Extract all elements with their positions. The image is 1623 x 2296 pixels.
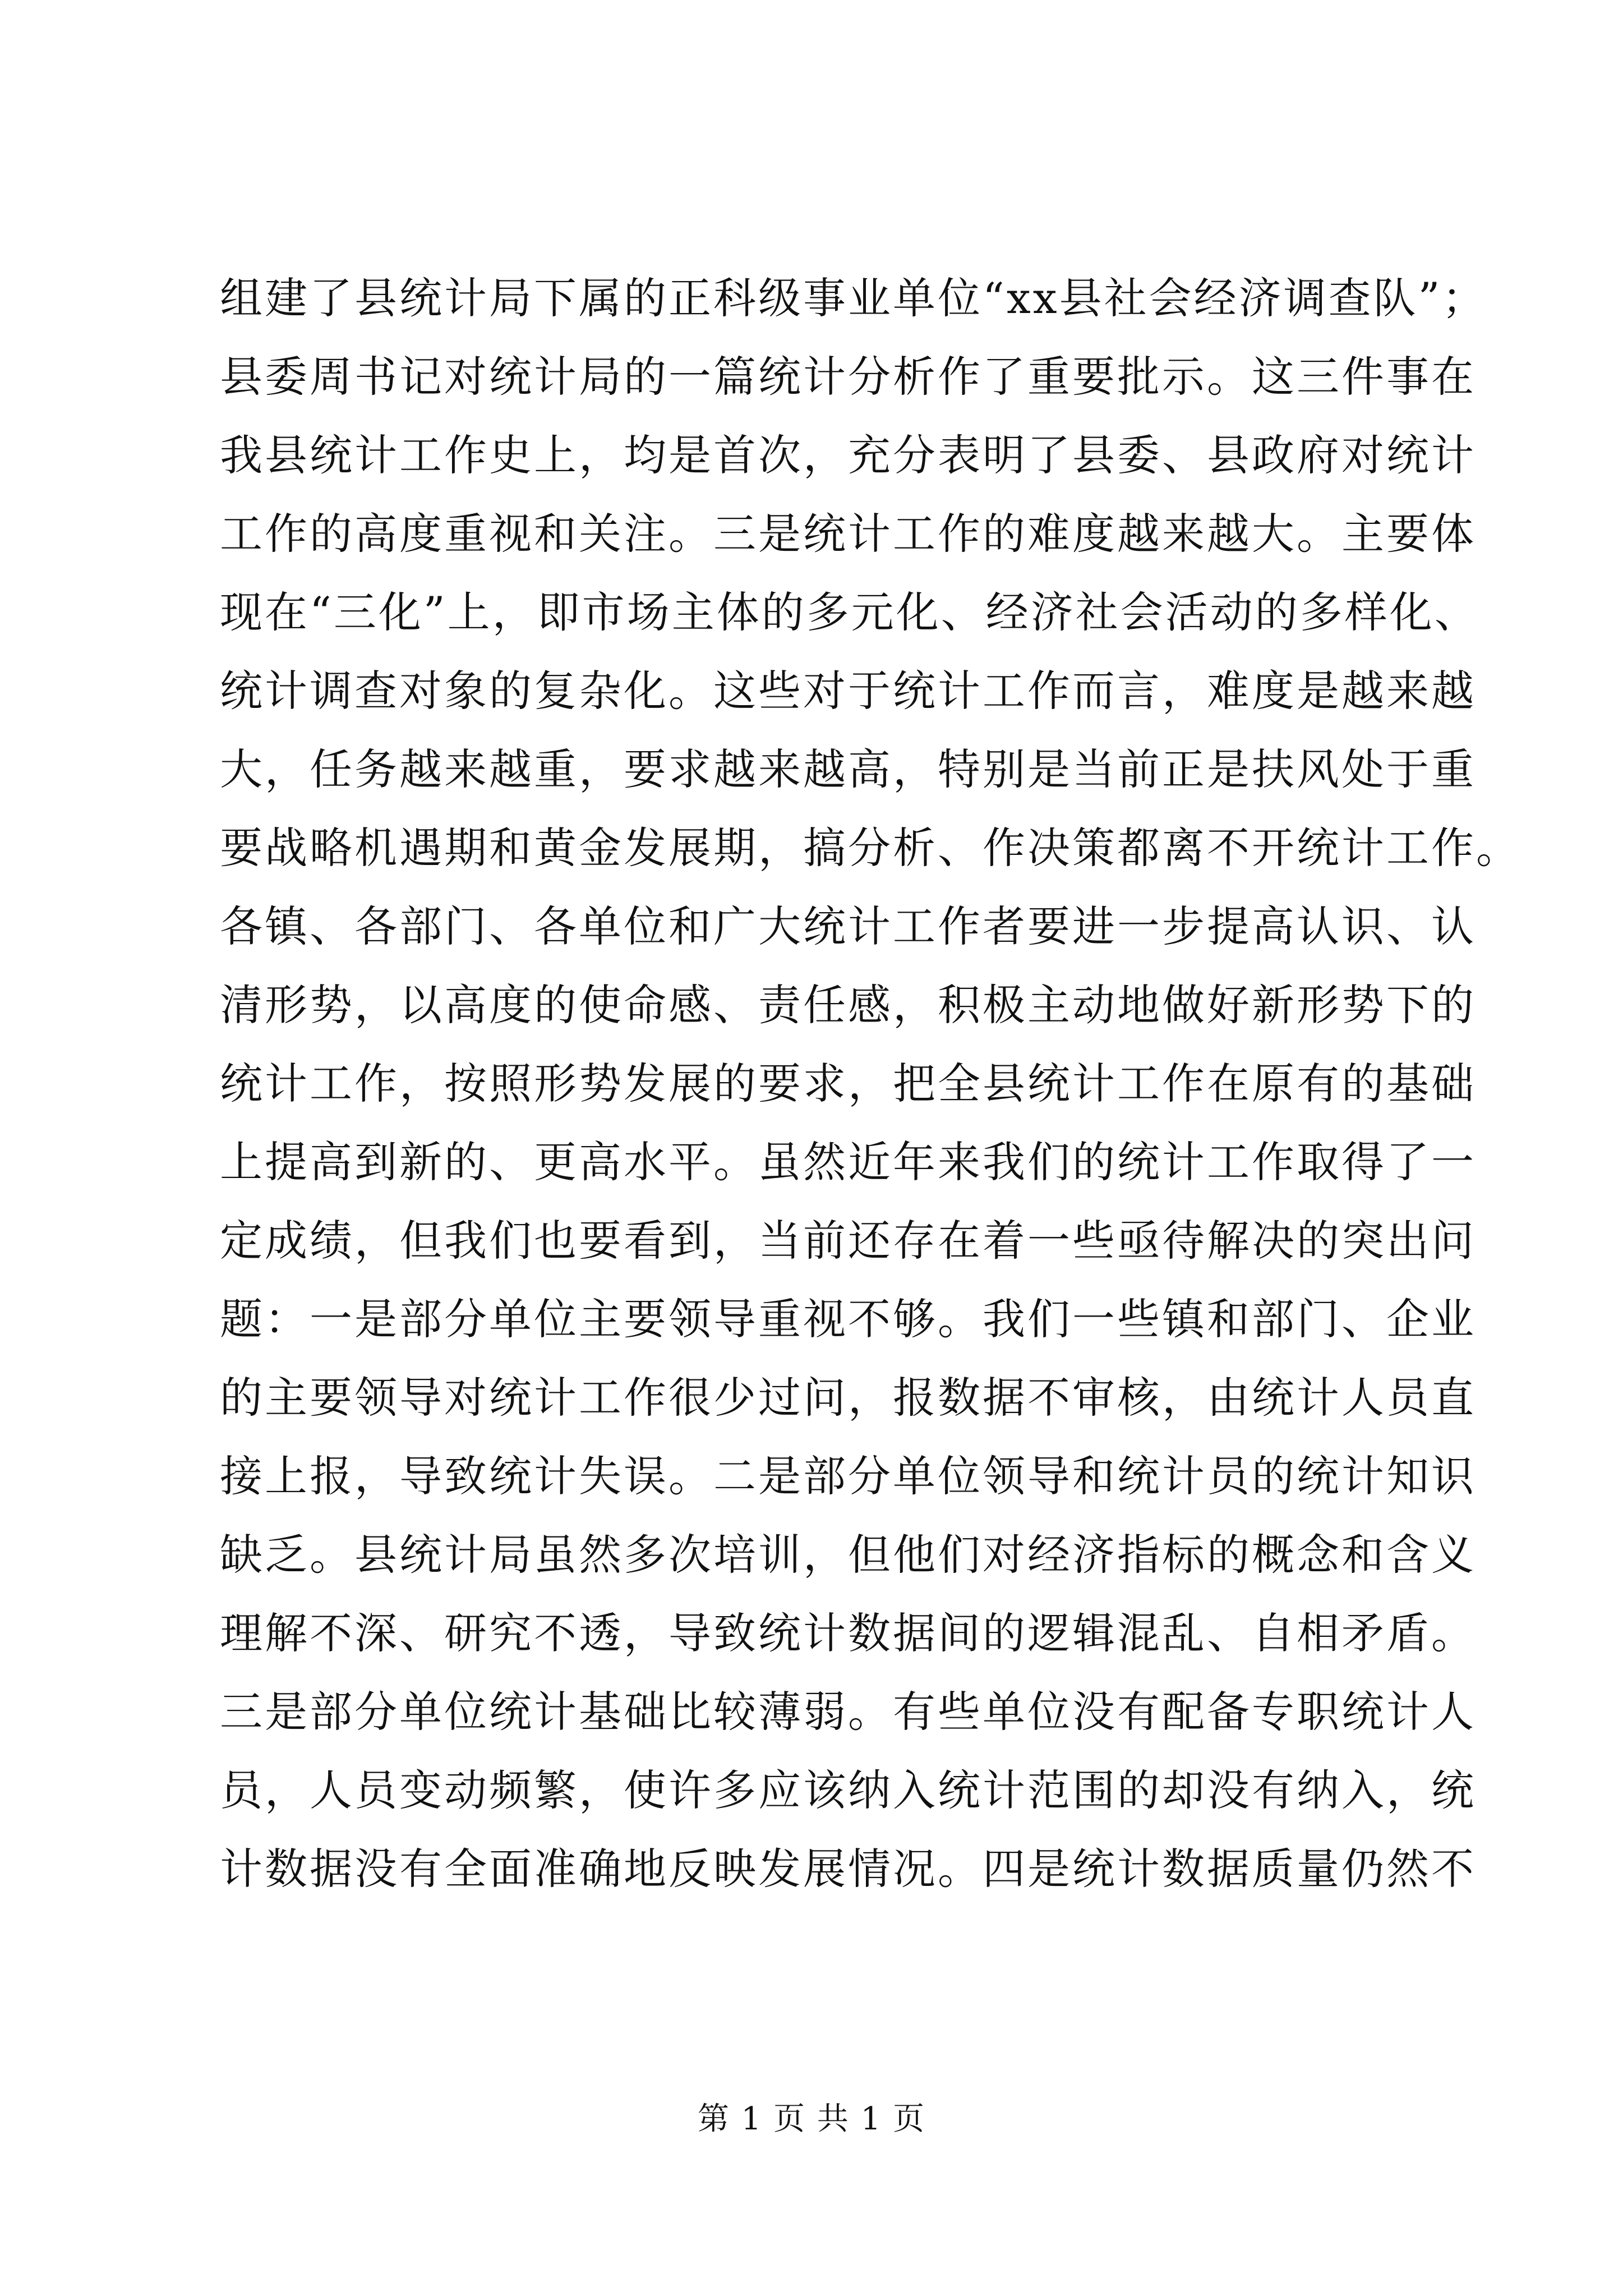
text-line: 定成绩，但我们也要看到，当前还存在着一些亟待解决的突出问 — [220, 1216, 1476, 1266]
text-line: 员，人员变动频繁，使许多应该纳入统计范围的却没有纳入，统 — [220, 1765, 1476, 1815]
text-line: 的主要领导对统计工作很少过问，报数据不审核，由统计人员直 — [220, 1373, 1476, 1423]
page-number-label: 第 1 页 共 1 页 — [697, 2101, 926, 2137]
text-line: 统计工作，按照形势发展的要求，把全县统计工作在原有的基础 — [220, 1059, 1476, 1108]
text-line: 缺乏。县统计局虽然多次培训，但他们对经济指标的概念和含义 — [220, 1530, 1476, 1580]
text-line: 各镇、各部门、各单位和广大统计工作者要进一步提高认识、认 — [220, 901, 1476, 951]
text-line: 要战略机遇期和黄金发展期，搞分析、作决策都离不开统计工作。 — [220, 823, 1521, 873]
text-line: 接上报，导致统计失误。二是部分单位领导和统计员的统计知识 — [220, 1451, 1476, 1501]
text-line: 现在“三化”上，即市场主体的多元化、经济社会活动的多样化、 — [220, 587, 1479, 637]
text-line: 大，任务越来越重，要求越来越高，特别是当前正是扶风处于重 — [220, 744, 1476, 794]
text-line: 工作的高度重视和关注。三是统计工作的难度越来越大。主要体 — [220, 509, 1476, 559]
text-line: 三是部分单位统计基础比较薄弱。有些单位没有配备专职统计人 — [220, 1687, 1476, 1737]
text-line: 统计调查对象的复杂化。这些对于统计工作而言，难度是越来越 — [220, 666, 1476, 716]
text-line: 清形势，以高度的使命感、责任感，积极主动地做好新形势下的 — [220, 980, 1476, 1030]
text-line: 上提高到新的、更高水平。虽然近年来我们的统计工作取得了一 — [220, 1137, 1476, 1187]
page-footer — [0, 2097, 1623, 2142]
text-line: 组建了县统计局下属的正科级事业单位“xx县社会经济调查队”； — [220, 273, 1487, 323]
body-text — [220, 259, 1521, 1908]
text-line: 理解不深、研究不透，导致统计数据间的逻辑混乱、自相矛盾。 — [220, 1608, 1476, 1658]
text-line: 县委周书记对统计局的一篇统计分析作了重要批示。这三件事在 — [220, 352, 1476, 402]
text-line: 题：一是部分单位主要领导重视不够。我们一些镇和部门、企业 — [220, 1294, 1476, 1344]
text-line: 计数据没有全面准确地反映发展情况。四是统计数据质量仍然不 — [220, 1844, 1476, 1894]
text-line: 我县统计工作史上，均是首次，充分表明了县委、县政府对统计 — [220, 430, 1476, 480]
